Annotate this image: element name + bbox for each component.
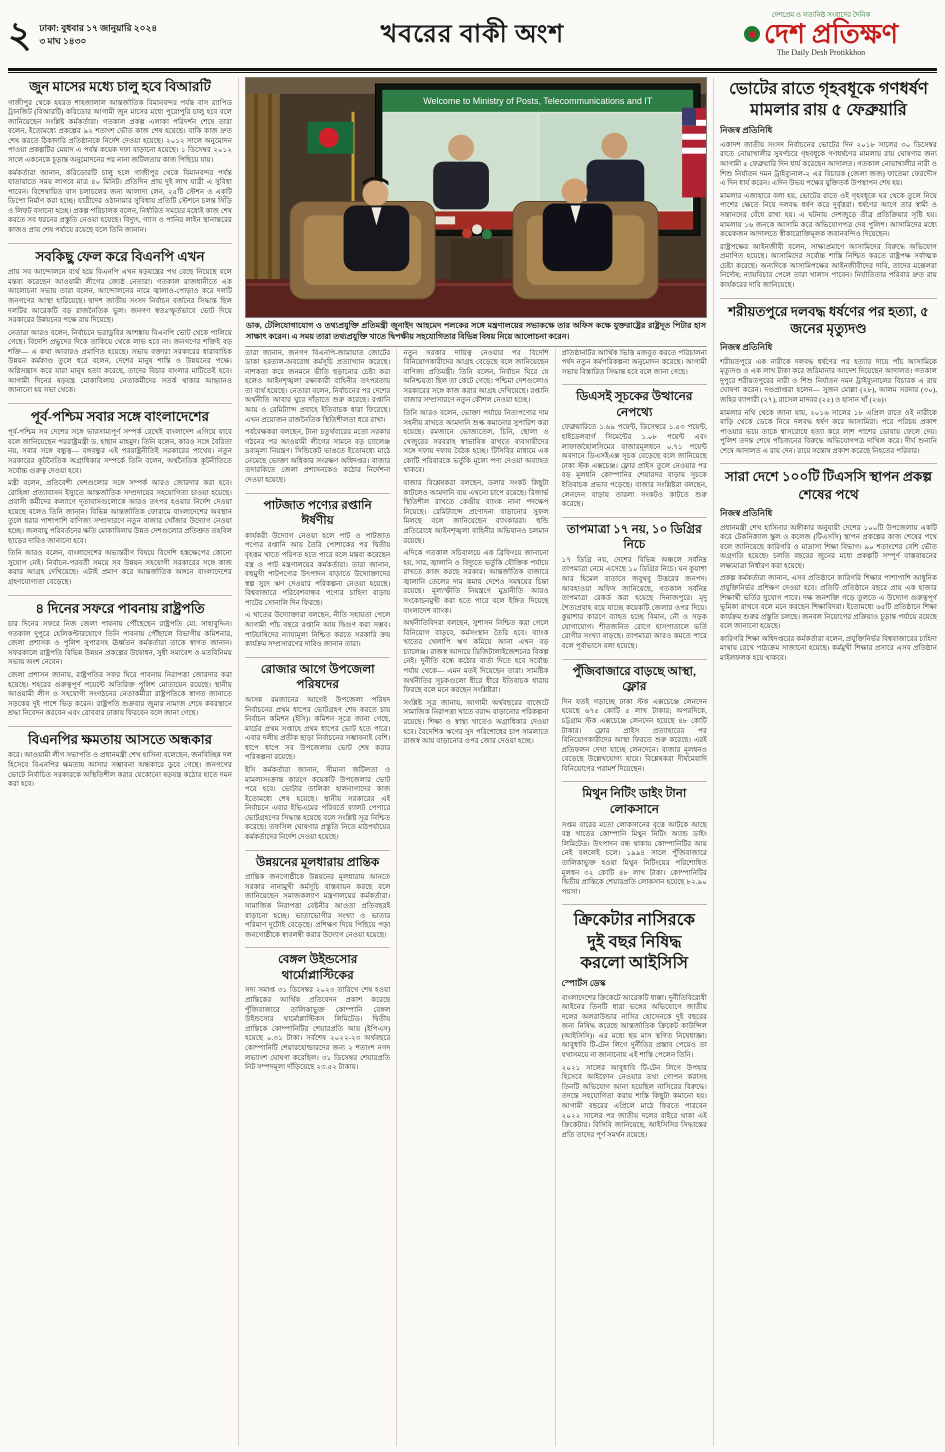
article [8,595,232,726]
article-paragraph: নতুন সরকার দায়িত্ব নেওয়ার পর বিদেশি বিনিয়োগকারীদের আগ্রহ বেড়েছে বলে জানিয়েছেন বাণিজ্য প্রতিমন্ত্রী। তিনি বলেন, নির্বাচন ঘিরে যে অনিশ্চয়তা ছিল তা কেটে গেছে। পশ্চিমা দেশগুলোও সরকারের সঙ্গে কাজ করার আগ্রহ দেখিয়েছে। রপ্তানি বাজার সম্প্রসারণে নতুন কৌশল নেওয়া হচ্ছে। [403,348,549,405]
article [245,850,390,948]
article-byline: নিজস্ব প্রতিনিধি [720,507,773,518]
bangladesh-flag-circle [319,128,339,148]
news-photo [245,77,707,318]
article-headline: শরীয়তপুরে দলবদ্ধ ধর্ষণের পর হত্যা, ৫ জনের মৃত্যুদণ্ড [728,303,929,337]
masthead-rule-light [8,72,937,73]
flower [462,228,472,238]
column-mid-1 [245,349,390,1446]
article-paragraph: রাষ্ট্রপক্ষের আইনজীবী বলেন, সাক্ষ্যপ্রমাণে আসামিদের বিরুদ্ধে অভিযোগ প্রমাণিত হয়েছে। আসামিদের সর্বোচ্চ শাস্তি নিশ্চিত করতে রাষ্ট্রপক্ষ সর্বাত্মক চেষ্টা করেছে। অন্যদিকে আসামিপক্ষের আইনজীবীদের দাবি, তাদের মক্কেলরা নির্দোষ; ন্যায়বিচার পেলে তারা খালাস পাবেন। নির্যাতিতার পরিবার দ্রুত রায় কার্যকরের দাবি জানিয়েছে। [720,242,937,289]
curtain [246,94,280,279]
article-headline: ক্রিকেটার নাসিরকে দুই বছর নিষিদ্ধ করলো আইসিসি [573,910,695,973]
section-title: খবরের বাকী অংশ [380,20,565,48]
article-paragraph: ইসি কর্মকর্তারা জানান, সীমানা জটিলতা ও মামলাসংক্রান্ত কারণে কয়েকটি উপজেলার ভোট পরে হবে। ভোটার তালিকা হালনাগাদের কাজ ইতোমধ্যে শেষ হয়েছে। স্থানীয় সরকারের এই নির্বাচনে এবার ইভিএমের পরিবর্তে ব্যালট পেপারে ভোটগ্রহণের সিদ্ধান্ত হয়েছে বলে সংশ্লিষ্ট সূত্র নিশ্চিত করেছে। তফসিল ঘোষণার প্রস্তুতি নিতে মাঠপর্যায়ের কর্মকর্তাদের নির্দেশ দেওয়া হয়েছে। [245,766,391,842]
article [562,659,707,782]
article-paragraph: দিন যতই গড়াচ্ছে ঢাকা স্টক এক্সচেঞ্জে লেনদেন হয়েছে ৬৭৫ কোটি ৫ লাখ টাকার; অপরদিকে, চট্টগ্রাম স্টক এক্সচেঞ্জে লেনদেন হয়েছে ৪৮ কোটি টাকার। ফ্লোর প্রাইস প্রত্যাহারের পর বিনিয়োগকারীদের আস্থা ফিরতে শুরু করেছে। এরই প্রতিফলন দেখা যাচ্ছে লেনদেনে। বাজার মূলধনও বেড়েছে উল্লেখযোগ্য হারে। বিশ্লেষকরা দীর্ঘমেয়াদি বিনিয়োগের পরামর্শ দিয়েছেন। [561,697,707,773]
masthead-rule-heavy [8,68,937,71]
article-headline: বেঙ্গল উইন্ডসোর থার্মোপ্লাস্টিকের [277,952,358,982]
column-left [8,77,232,1446]
article-byline: নিজস্ব প্রতিনিধি [720,124,773,135]
article-paragraph: বাজার বিশ্লেষকরা বলছেন, ডলার সংকট কিছুটা কাটলেও আমদানি ব্যয় এখনো চাপে রয়েছে। রিজার্ভ স্থিতিশীল রাখতে কেন্দ্রীয় ব্যাংক নানা পদক্ষেপ নিয়েছে। রেমিট্যান্সে প্রণোদনা বাড়ানোর সুফল মিলছে বলে জানিয়েছেন ব্যাংকাররা। হুন্ডি প্রতিরোধে আইনশৃঙ্খলা বাহিনীর অভিযানও চলমান রয়েছে। [403,479,549,545]
flower [482,229,492,239]
article-paragraph: এ খাতের উদ্যোক্তারা বলছেন, নীতি সহায়তা পেলে আগামী পাঁচ বছরে রপ্তানি আয় দ্বিগুণ করা সম্ভব। পাটচাষিদের ন্যায্যমূল্য নিশ্চিত করতে সরকারি ক্রয় কার্যক্রম সম্প্রসারণের দাবিও জানান তারা। [245,611,391,649]
article-headline: রোজার আগে উপজেলা পরিষদের [260,661,375,692]
article [562,781,707,904]
article-paragraph: কারিগরি শিক্ষা অধিদপ্তরের কর্মকর্তারা বলেন, প্রযুক্তিনির্ভর বিশ্ববাজারের চাহিদা মাথায় রেখে পাঠ্যক্রম সাজানো হয়েছে। কর্মমুখী শিক্ষার প্রসারে এসব প্রতিষ্ঠান মাইলফলক হয়ে থাকবে। [720,634,937,663]
article [720,78,937,298]
article-paragraph: চার দিনের সফরে নিজ জেলা পাবনায় পৌঁছেছেন রাষ্ট্রপতি মো. সাহাবুদ্দিন। গতকাল দুপুরে হেলিকপ্টারযোগে তিনি পাবনায় পৌঁছালে বিভাগীয় কমিশনার, জেলা প্রশাসক ও পুলিশ সুপারসহ ঊর্ধ্বতন কর্মকর্তারা তাকে স্বাগত জানান। সফরকালে রাষ্ট্রপতি বিভিন্ন উন্নয়ন প্রকল্পের উদ্বোধন, সুধী সমাবেশ ও মতবিনিময় সভায় অংশ নেবেন। [8,620,232,667]
article-paragraph: প্রান্তিক জনগোষ্ঠীকে উন্নয়নের মূলধারায় আনতে সরকার নানামুখী কর্মসূচি বাস্তবায়ন করছে বলে জানিয়েছেন সমাজকল্যাণ মন্ত্রণালয়ের কর্মকর্তারা। সামাজিক নিরাপত্তা বেষ্টনীর আওতা প্রতিবছরই বাড়ানো হচ্ছে। ভাতাভোগীর সংখ্যা ও ভাতার পরিমাণ দুটোই বেড়েছে। প্রশিক্ষণ দিয়ে পিছিয়ে পড়া জনগোষ্ঠীকে স্বাবলম্বী করার উদ্যোগ নেওয়া হয়েছে। [245,873,391,939]
logo-row [705,20,937,50]
article-paragraph: মামলার এজাহারে বলা হয়, ভোটের রাতে ওই গৃহবধূকে ঘর থেকে তুলে নিয়ে পাশের ক্ষেতে নিয়ে দলবদ্ধ ধর্ষণ করে দুর্বৃত্তরা। ধর্ষণের আগে তার স্বামী ও সন্তানদের বেঁধে রাখা হয়। এ ঘটনায় দেশজুড়ে তীব্র প্রতিক্রিয়ার সৃষ্টি হয়। মামলায় ১৬ জনকে আসামি করে অভিযোগপত্র দেয় পুলিশ। আসামিদের মধ্যে কয়েকজন আদালতে স্বীকারোক্তিমূলক জবানবন্দিও দিয়েছেন। [720,191,937,239]
article-paragraph: ১৭ ডিগ্রি নয়, দেশের বিভিন্ন অঞ্চলে সর্বনিম্ন তাপমাত্রা নেমে এসেছে ১০ ডিগ্রির নিচে। ঘন কুয়াশা আর হিমেল বাতাসে জবুথবু উত্তরের জনপদ। আবহাওয়া অফিস জানিয়েছে, গতকাল সর্বনিম্ন তাপমাত্রা রেকর্ড করা হয়েছে দিনাজপুরে। মৃদু শৈত্যপ্রবাহ বয়ে যাচ্ছে কয়েকটি জেলার ওপর দিয়ে। কুয়াশার কারণে ব্যাহত হচ্ছে বিমান, নৌ ও সড়ক যোগাযোগ। শীতজনিত রোগে হাসপাতালে ভর্তি রোগীর সংখ্যা বাড়ছে। তাপমাত্রা আরও কমতে পারে বলে পূর্বাভাসে বলা হয়েছে। [561,555,707,651]
column-divider [396,349,397,1446]
article [562,904,707,1147]
logo-tagline: দেশপ্রেম ও সত্যনিষ্ঠ সংবাদের দৈনিক [771,10,871,19]
article-paragraph: সপ্তম বারের মতো লোকসানের বৃত্তে আটকে আছে বস্ত্র খাতের কোম্পানি মিথুন নিটিং অ্যান্ড ডাইং লিমিটেড। উৎপাদন বন্ধ থাকায় কোম্পানিটির আয় নেই বললেই চলে। ১৯৯৪ সালে পুঁজিবাজারে তালিকাভুক্ত হওয়া মিথুন নিটিংয়ের পরিশোধিত মূলধন ৩২ কোটি ৪৮ লাখ টাকা। কোম্পানিটির দ্বিতীয় প্রান্তিকে শেয়ারপ্রতি লোকসান হয়েছে ৮২.৯০ পয়সা। [561,820,707,896]
column-mid-3 [562,349,707,1446]
ambassador-figure-head [562,179,588,205]
article-paragraph: তিনি আরও বলেন, ভোক্তা পর্যায়ে নিত্যপণ্যের দাম সহনীয় রাখতে আমদানি শুল্ক কমানোর সুপারিশ করা হয়েছে। রমজানে ভোজ্যতেল, চিনি, ছোলা ও খেজুরের সরবরাহ স্বাভাবিক রাখতে ব্যবসায়ীদের সঙ্গে দফায় দফায় বৈঠক হচ্ছে। টিসিবির মাধ্যমে এক কোটি পরিবারকে ভর্তুকি মূল্যে পণ্য দেওয়া অব্যাহত থাকবে। [403,409,549,475]
article [8,78,232,243]
calendar-line: ৩ মাঘ ১৪৩০ [39,36,87,46]
remote-speaker-left [448,135,474,161]
article-paragraph: গাজীপুর থেকে হযরত শাহজালাল আন্তর্জাতিক বিমানবন্দর পর্যন্ত বাস র‌্যাপিড ট্রানজিট (বিআরটি) করিডোর আগামী জুন মাসের মধ্যে পুরোপুরি চালু হবে বলে জানিয়েছেন সংশ্লিষ্ট কর্মকর্তারা। গতকাল প্রকল্প এলাকা পরিদর্শন শেষে তারা বলেন, ইতোমধ্যে প্রকল্পের ৯২ শতাংশ ভৌত কাজ শেষ হয়েছে। বাকি কাজ দ্রুত শেষ করতে ঠিকাদারি প্রতিষ্ঠানকে নির্দেশ দেওয়া হয়েছে। ২০১২ সালে অনুমোদন পাওয়া প্রকল্পটির মেয়াদ এ পর্যন্ত কয়েক দফা বাড়ানো হয়েছে। ১ ডিসেম্বর ২০১২ সালে একনেকে চূড়ান্ত অনুমোদনের পর নানা জটিলতায় কাজ পিছিয়ে যায়। [8,98,232,165]
masthead-left [8,17,240,53]
article-headline: তাপমাত্রা ১৭ নয়, ১০ ডিগ্রির নিচে [566,521,702,552]
article-headline: ডিএসই সূচকের উত্থানের নেপথ্যে [576,389,693,419]
article-paragraph: একাদশ জাতীয় সংসদ নির্বাচনের ভোটের দিন ২০১৮ সালের ৩০ ডিসেম্বর রাতে নোয়াখালীর সুবর্ণচরে গৃহবধূকে গণধর্ষণের মামলায় রায় ঘোষণার জন্য আগামী ৫ ফেব্রুয়ারি দিন ধার্য করেছেন আদালত। গতকাল নোয়াখালীর নারী ও শিশু নির্যাতন দমন ট্রাইব্যুনাল-২ এর বিচারক (জেলা জজ) ফাতেমা ফেরদৌস এ দিন ধার্য করেন। এদিন উভয় পক্ষের যুক্তিতর্ক উপস্থাপন শেষ হয়। [720,140,937,188]
article-paragraph: সংশ্লিষ্ট সূত্র জানায়, আগামী অর্থবছরের বাজেটে সামাজিক নিরাপত্তা খাতে বরাদ্দ বাড়ানোর পরিকল্পনা রয়েছে। শিক্ষা ও স্বাস্থ্য খাতেও অগ্রাধিকার দেওয়া হবে। বৈদেশিক ঋণের সুদ পরিশোধের চাপ সামলাতে রাজস্ব আয় বাড়ানোর ওপর জোর দেওয়া হচ্ছে। [403,698,549,746]
article-paragraph: মামলার নথি থেকে জানা যায়, ২০১৬ সালের ১৮ এপ্রিল রাতে ওই নারীকে বাড়ি থেকে ডেকে নিয়ে দলবদ্ধ ধর্ষণ করে আসামিরা। পরে পরিচয় প্রকাশ পাওয়ার ভয়ে তাকে শ্বাসরোধে হত্যা করে লাশ পাশের ডোবায় ফেলে দেয়। পুলিশ তদন্ত শেষে পাঁচজনের বিরুদ্ধে অভিযোগপত্র দাখিল করে। দীর্ঘ শুনানি শেষে আদালত এ রায় দেন। রায়ে সন্তোষ প্রকাশ করেছে নিহতের পরিবার। [720,408,937,455]
middle-subcolumns [245,349,707,1446]
article [245,493,390,657]
flower [472,224,482,234]
article-paragraph: করে। আওয়ামী লীগ সভাপতি ও প্রধানমন্ত্রী শেখ হাসিনা বলেছেন, জনবিচ্ছিন্ন দল হিসেবে বিএনপির ক্ষমতায় আসার সম্ভাবনা অন্ধকারে ডুবে গেছে। জনগণের ভোটে নির্বাচিত সরকারকে অস্থিতিশীল করার যেকোনো ষড়যন্ত্র কঠোর হাতে দমন করা হবে। [8,751,232,789]
date-line: ঢাকা: বুধবার ১৭ জানুয়ারি ২০২৪ [39,22,158,33]
page-content [8,77,937,1446]
article [8,243,232,403]
photo-caption: ডাক, টেলিযোগাযোগ ও তথ্যপ্রযুক্তি প্রতিমন্ত্রী জুনাইদ আহমেদ পলকের সঙ্গে মন্ত্রণালয়ের সভাকক্ষে তার অফিস কক্ষে যুক্তরাষ্ট্রের রাষ্ট্রদূত পিটার হাস সাক্ষাৎ করেন। এ সময় তারা তথ্যপ্রযুক্তি খাতে দ্বিপক্ষীয় সহযোগিতার বিভিন্ন বিষয় নিয়ে আলোচনা করেন। [245,318,707,347]
column-right [720,77,937,1446]
column-divider [238,77,239,1446]
article-headline: উন্নয়নের মূলধারায় প্রান্তিক [255,854,380,869]
article [562,517,707,659]
article-paragraph: অর্থনীতিবিদরা বলছেন, সুশাসন নিশ্চিত করা গেলে বিনিয়োগ বাড়বে, কর্মসংস্থান তৈরি হবে। ব্যাংক খাতের খেলাপি ঋণ কমিয়ে আনা এখন বড় চ্যালেঞ্জ। রাজস্ব আদায়ে ডিজিটালাইজেশনের বিকল্প নেই। দুর্নীতি বন্ধে কঠোর বার্তা দিতে হবে সর্বোচ্চ পর্যায় থেকে— এমন মতই দিয়েছেন তারা। সামষ্টিক অর্থনীতির সূচকগুলো ধীরে ধীরে ইতিবাচক ধারায় ফিরছে বলে মনে করছেন সংশ্লিষ্টরা। [403,619,549,695]
column-divider [713,77,714,1446]
article-paragraph: জেলা প্রশাসন জানায়, রাষ্ট্রপতির সফর ঘিরে পাবনায় নিরাপত্তা জোরদার করা হয়েছে। শহরের গুরুত্বপূর্ণ পয়েন্টে অতিরিক্ত পুলিশ মোতায়েন রয়েছে। স্থানীয় আওয়ামী লীগ ও সহযোগী সংগঠনের নেতাকর্মীরা রাষ্ট্রপতিকে স্বাগত জানাতে সড়কের দুই পাশে ভিড় করেন। রাষ্ট্রপতি শুক্রবার জুমার নামাজ শেষে কবরস্থানে শ্রদ্ধা নিবেদন করবেন এবং রোববার ঢাকায় ফিরবেন বলে জানা গেছে। [8,670,232,718]
column-mid-2 [403,349,548,1446]
article-paragraph: শরীয়তপুরে এক নারীকে দলবদ্ধ ধর্ষণের পর হত্যার দায়ে পাঁচ আসামিকে মৃত্যুদণ্ড ও এক লাখ টাকা করে জরিমানার আদেশ দিয়েছেন আদালত। গতকাল দুপুরে শরীয়তপুরের নারী ও শিশু নির্যাতন দমন ট্রাইব্যুনালের বিচারক এ রায় ঘোষণা করেন। দণ্ডপ্রাপ্তরা হলেন— সুজন মোল্লা (২৮), আলম সরদার (৩০), জহির ব্যাপারী (২৭), রাসেল মাদবর (২৫) ও হাসান খাঁ (২৬)। [720,357,937,404]
logo-title: দেশ প্রতিক্ষণ [763,18,899,49]
article-paragraph: কর্মকর্তারা জানান, করিডোরটি চালু হলে গাজীপুর থেকে বিমানবন্দর পর্যন্ত যাতায়াতে সময় লাগবে মাত্র ৪০ মিনিট। প্রতিদিন প্রায় দুই লাখ যাত্রী এ সুবিধা পাবেন। বিশেষায়িত বাস চলাচলের জন্য আলাদা লেন, ২৫টি স্টেশন ও একটি ডিপো নির্মাণ করা হচ্ছে। যাত্রীদের ওঠানামার সুবিধায় প্রতিটি স্টেশনে চলন্ত সিঁড়ি ও লিফট বসানো হচ্ছে। প্রকল্প পরিচালক বলেন, নির্ধারিত সময়ের মধ্যেই কাজ শেষ করতে সব ধরনের প্রস্তুতি নেওয়া হয়েছে। বিদ্যুৎ, গ্যাস ও পানির লাইন স্থানান্তরের কাজও প্রায় শেষ পর্যায়ে রয়েছে বলে তিনি জানান। [8,168,232,235]
article-paragraph: আসন্ন রমজানের আগেই উপজেলা পরিষদ নির্বাচনের প্রথম ধাপের ভোটগ্রহণ শেষ করতে চায় নির্বাচন কমিশন (ইসি)। কমিশন সূত্রে জানা গেছে, মার্চের প্রথম সপ্তাহে প্রথম ধাপের ভোট হতে পারে। এবার দলীয় প্রতীক ছাড়া নির্বাচনের সম্ভাবনাই বেশি। ধাপে ধাপে সব উপজেলায় ভোট শেষ করার পরিকল্পনা রয়েছে। [245,695,391,762]
flag-emblem-icon [744,26,760,42]
article [562,349,707,385]
column-middle [245,77,707,1446]
article-paragraph: পূর্ব-পশ্চিম সব দেশের সঙ্গে ভারসাম্যপূর্ণ সম্পর্ক রেখেই বাংলাদেশ এগিয়ে যাবে বলে জানিয়েছেন পররাষ্ট্রমন্ত্রী ড. হাছান মাহমুদ। তিনি বলেন, কারও সঙ্গে বৈরিতা নয়, সবার সঙ্গে বন্ধুত্ব— বঙ্গবন্ধুর এই পররাষ্ট্রনীতিই সরকারের পাথেয়। নতুন সরকারের কূটনৈতিক অগ্রাধিকার সম্পর্কে তিনি বলেন, অর্থনৈতিক কূটনীতিতে সর্বোচ্চ গুরুত্ব দেওয়া হবে। [8,428,232,475]
article-paragraph: সদ্য সমাপ্ত ৩১ ডিসেম্বর ২০২৩ তারিখে শেষ হওয়া প্রান্তিকের আর্থিক প্রতিবেদন প্রকাশ করেছে পুঁজিবাজারে তালিকাভুক্ত কোম্পানি বেঙ্গল উইন্ডসোর থার্মোপ্লাস্টিকস লিমিটেড। দ্বিতীয় প্রান্তিকে কোম্পানিটির শেয়ারপ্রতি আয় (ইপিএস) হয়েছে ০.৩১ টাকা। সর্বশেষ ২০২২-২৩ অর্থবছরে কোম্পানিটি শেয়ারহোল্ডারদের জন্য ২ শতাংশ নগদ লভ্যাংশ ঘোষণা করেছিল। ৩১ ডিসেম্বর শেয়ারপ্রতি নিট সম্পদমূল্য দাঁড়িয়েছে ২৩.৫২ টাকায়। [245,986,391,1072]
article-byline: নিজস্ব প্রতিনিধি [720,341,773,352]
article [720,463,937,670]
article [720,298,937,464]
article [245,657,390,850]
article-paragraph: বাংলাদেশের ক্রিকেটে আরেকটি ধাক্কা। দুর্নীতিবিরোধী আইনের তিনটি ধারা ভঙ্গের অভিযোগে জাতীয় দলের অলরাউন্ডার নাসির হোসেনকে দুই বছরের জন্য নিষিদ্ধ করেছে আন্তর্জাতিক ক্রিকেট কাউন্সিল (আইসিসি)। এর মধ্যে ছয় মাস স্থগিত নিষেধাজ্ঞা। আবুধাবি টি-টেন লিগে দুর্নীতির প্রস্তাব পেয়েও তা যথাসময়ে না জানানোয় এই শাস্তি পেলেন তিনি। [561,993,707,1060]
page-number: ২ [8,15,32,55]
curtain-fold [254,94,258,279]
us-flag-canton [682,108,696,126]
article-paragraph: তিনি আরও বলেন, বাংলাদেশের অভ্যন্তরীণ বিষয়ে বিদেশি হস্তক্ষেপের কোনো সুযোগ নেই। নির্বাচন-পরবর্তী সময়ে সব উন্নয়ন সহযোগী সরকারের সঙ্গে কাজ করার আগ্রহ দেখিয়েছে। এটাই প্রমাণ করে আন্তর্জাতিক অঙ্গনে বাংলাদেশের গ্রহণযোগ্যতা বেড়েছে। [8,549,232,586]
article-paragraph: মন্ত্রী বলেন, প্রতিবেশী দেশগুলোর সঙ্গে সম্পর্ক আরও জোরদার করা হবে। রোহিঙ্গা প্রত্যাবাসন ইস্যুতে আন্তর্জাতিক সম্প্রদায়ের সহযোগিতা চাওয়া হয়েছে। প্রবাসী কর্মীদের কল্যাণে দূতাবাসগুলোকে আরও তৎপর হওয়ার নির্দেশ দেওয়া হয়েছে বলেও তিনি জানান। বিভিন্ন আন্তর্জাতিক ফোরামে বাংলাদেশের অবস্থান তুলে ধরার পাশাপাশি বাণিজ্য সম্প্রসারণে নতুন বাজার খোঁজার উদ্যোগ নেওয়া হচ্ছে। জলবায়ু পরিবর্তনের ক্ষতি মোকাবিলায় উন্নত দেশগুলোর প্রতিশ্রুত তহবিল ছাড়ের দাবিও জানানো হবে। [8,479,232,545]
masthead [8,4,937,66]
photo-illustration [246,78,706,317]
us-flag-stripe [682,134,706,140]
minister-figure-head [362,181,388,207]
article [8,403,232,595]
article-paragraph: প্রকল্প কর্মকর্তারা জানান, এসব প্রতিষ্ঠানে কারিগরি শিক্ষার পাশাপাশি আধুনিক প্রযুক্তিনির্ভর প্রশিক্ষণ দেওয়া হবে। প্রতিটি প্রতিষ্ঠানে বছরে প্রায় এক হাজার শিক্ষার্থী ভর্তির সুযোগ পাবে। দক্ষ জনশক্তি গড়ে তুলতে এ উদ্যোগ গুরুত্বপূর্ণ ভূমিকা রাখবে বলে মনে করছেন শিক্ষাবিদরা। ইতোমধ্যে ৬৫টি প্রতিষ্ঠানে শিক্ষা কার্যক্রম শুরুর প্রস্তুতি চলছে। জনবল নিয়োগের প্রক্রিয়াও চূড়ান্ত পর্যায়ে রয়েছে বলে জানানো হয়েছে। [720,574,937,631]
newspaper-logo [705,12,937,58]
date-block [39,22,157,49]
article-headline: সারা দেশে ১০০টি টিএসসি স্থাপন প্রকল্প শেষের পথে [725,469,932,502]
article-headline: জুন মাসের মধ্যে চালু হবে বিআরটি [29,79,211,94]
article-paragraph: ২০২১ সালের আবুধাবি টি-টেন লিগে উপহার হিসেবে আইফোন নেওয়ার তথ্য গোপন করাসহ তিনটি অভিযোগ আনা হয়েছিল নাসিরের বিরুদ্ধে। তদন্তে সহযোগিতা করায় শাস্তি কিছুটা কমানো হয়। আগামী বছরের এপ্রিলে মাঠে ফিরতে পারবেন ২০২২ সালের পর জাতীয় দলের বাইরে থাকা এই ক্রিকেটার। বিসিবি জানিয়েছে, আইসিসির সিদ্ধান্তের প্রতি তাদের পূর্ণ সমর্থন রয়েছে। [561,1063,707,1139]
article-headline: সবকিছু ফেল করে বিএনপি এখন [35,248,205,264]
article-paragraph: পর্যবেক্ষকরা বলছেন, টানা চতুর্থবারের মতো সরকার গঠনের পর আওয়ামী লীগের সামনে বড় চ্যালেঞ্জ দ্রব্যমূল্য নিয়ন্ত্রণ। সিন্ডিকেট ভাঙতে ইতোমধ্যে মাঠে নেমেছে ভোক্তা অধিকার সংরক্ষণ অধিদপ্তর। বাজার তদারকিতে জেলা প্রশাসনকেও কঠোর নির্দেশনা দেওয়া হয়েছে। [245,428,391,485]
article-byline: স্পোর্টস ডেস্ক [561,977,606,988]
article-headline: মিথুন নিটিং ডাইং টানা লোকসানে [582,786,687,817]
article-headline: পাটজাত পণ্যের রপ্তানি ঈর্ষণীয় [263,497,372,528]
screen-welcome-text: Welcome to Ministry of Posts, Telecommunications and IT [423,95,653,106]
article-paragraph: তারা জানান, জনগণ বিএনপি-জামায়াত জোটের ডাকা হরতাল-অবরোধ কর্মসূচি প্রত্যাখ্যান করেছে। নাশকতা করে জনমনে ভীতি ছড়ানোর চেষ্টা করা হলেও আইনশৃঙ্খলা রক্ষাকারী বাহিনীর তৎপরতায় তা ব্যর্থ হয়েছে। নেতারা বলেন, নির্বাচনের পর দেশের অর্থনীতি আবার ঘুরে দাঁড়াতে শুরু করেছে। রপ্তানি আয় ও রেমিট্যান্স প্রবাহে ইতিবাচক ধারা ফিরেছে। এখন প্রয়োজন রাজনৈতিক স্থিতিশীলতা ধরে রাখা। [245,348,391,424]
article-paragraph: প্রধানমন্ত্রী শেখ হাসিনার অঙ্গীকার অনুযায়ী দেশের ১০০টি উপজেলায় একটি করে টেকনিক্যাল স্কুল ও কলেজ (টিএসসি) স্থাপন প্রকল্পের কাজ শেষের পথে বলে জানিয়েছে কারিগরি ও মাদ্রাসা শিক্ষা বিভাগ। ৯০ শতাংশের বেশি ভৌত অগ্রগতি হয়েছে। চলতি বছরের জুনের মধ্যে প্রকল্পটি সম্পূর্ণ বাস্তবায়নের লক্ষ্যমাত্রা নির্ধারণ করা হয়েছে। [720,523,937,570]
article-paragraph: নেতারা আরও বলেন, নির্বাচনে ভরাডুবির আশঙ্কায় বিএনপি ভোট থেকে পালিয়ে গেছে। বিদেশি প্রভুদের দিকে তাকিয়ে থেকে লাভ হবে না। জনগণের শক্তিই বড় শক্তি— এ কথা আবারও প্রমাণিত হয়েছে। সভায় বক্তারা সরকারের ধারাবাহিক উন্নয়ন কর্মকাণ্ড তুলে ধরে বলেন, দেশের মানুষ শান্তি ও উন্নয়নের পক্ষে। অগ্নিসন্ত্রাস করে যারা মানুষ হত্যা করেছে, তাদের বিচার বাংলার মাটিতেই হবে। আগামী দিনের ষড়যন্ত্র মোকাবিলায় নেতাকর্মীদের সতর্ক থাকার আহ্বানও জানানো হয় সভা থেকে। [8,328,232,395]
article [245,349,390,493]
article [403,349,548,754]
article-headline: ৪ দিনের সফরে পাবনায় রাষ্ট্রপতি [35,600,205,616]
article-paragraph: প্রায় সব আন্দোলনে ব্যর্থ হয়ে বিএনপি এখন ষড়যন্ত্রের পথ বেছে নিয়েছে বলে মন্তব্য করেছেন আওয়ামী লীগের জ্যেষ্ঠ নেতারা। গতকাল রাজধানীতে এক আলোচনা সভায় তারা বলেন, আন্দোলনের নামে জ্বালাও-পোড়াও করে দলটি জনগণের আস্থা হারিয়েছে। দ্বাদশ জাতীয় সংসদ নির্বাচন বর্জনের সিদ্ধান্ত ছিল দলটির আরেকটি বড় রাজনৈতিক ভুল। জনগণ স্বতঃস্ফূর্তভাবে ভোট দিয়ে সরকারের উন্নয়নের পক্ষে রায় দিয়েছে। [8,268,232,325]
article [245,947,390,1079]
logo-subtitle: The Daily Desh Protikkhon [776,48,866,58]
article [8,726,232,797]
article-paragraph: ফেব্রুয়ারিতে ১.৬৯ পয়েন্ট, ডিসেম্বরে ১.৫৩ পয়েন্ট, হাইডেলবার্গ সিমেন্টের ১.০৮ পয়েন্ট এবং লাফার্জহোলসিমের বাজারমূলধনে ০.৭১ পয়েন্ট অবদানে ডিএসইএক্স সূচক বেড়েছে বলে জানিয়েছে ঢাকা স্টক এক্সচেঞ্জ। ফ্লোর প্রাইস তুলে নেওয়ার পর বড় মূলধনি কোম্পানির শেয়ারদর বাড়ায় সূচকে ইতিবাচক প্রভাব পড়েছে। বাজার সংশ্লিষ্টরা বলছেন, লেনদেন বাড়ায় তারল্য সংকটও কাটতে শুরু করেছে। [561,423,707,509]
article [562,384,707,516]
side-table [451,239,503,281]
article-paragraph: কার্যকরী উদ্যোগ নেওয়া হলে পাট ও পাটজাত পণ্যের রপ্তানি আয় তৈরি পোশাকের পর দ্বিতীয় বৃহত্তম খাতে পরিণত হতে পারে বলে মন্তব্য করেছেন বস্ত্র ও পাট মন্ত্রণালয়ের কর্মকর্তারা। তারা জানান, বহুমুখী পাটপণ্যের উৎপাদন বাড়াতে উদ্যোক্তাদের স্বল্প সুদে ঋণ দেওয়ার পরিকল্পনা নেওয়া হয়েছে। বিশ্ববাজারে পরিবেশবান্ধব পণ্যের চাহিদা বাড়ায় পাটের সোনালি দিন ফিরছে। [245,531,391,607]
us-flag-stripe [682,148,706,154]
article-headline: বিএনপির ক্ষমতায় আসতে অন্ধকার [27,731,213,747]
article-paragraph: প্রতিষ্ঠানটির আর্থিক ভিত্তি মজবুত করতে পরিচালনা পর্ষদ নতুন কর্মপরিকল্পনা অনুমোদন করেছে। আগামী সভায় বিস্তারিত সিদ্ধান্ত হবে বলে জানা গেছে। [561,348,707,376]
column-divider [555,349,556,1446]
article-headline: পূর্ব-পশ্চিম সবার সঙ্গে বাংলাদেশের [30,408,210,424]
curtain-fold [268,94,272,279]
article-headline: পুঁজিবাজারে বাড়ছে আস্থা, ফ্লোর [572,663,696,694]
remote-speaker-left-body [433,162,489,210]
remote-speaker-right [601,133,627,159]
article-paragraph: এদিকে গতকাল সচিবালয়ে এক ব্রিফিংয়ে জানানো হয়, সার, জ্বালানি ও বিদ্যুতে ভর্তুকি যৌক্তিক পর্যায়ে রাখতে কাজ করছে সরকার। আন্তর্জাতিক বাজারে জ্বালানি তেলের দাম কমায় দেশেও সমন্বয়ের চিন্তা রয়েছে। মূল্যস্ফীতি নিয়ন্ত্রণে মুদ্রানীতি আরও সংকোচনমুখী করা হতে পারে বলে ইঙ্গিত দিয়েছে বাংলাদেশ ব্যাংক। [403,549,549,615]
article-headline: ভোটের রাতে গৃহবধূকে গণধর্ষণ মামলার রায় ৫ ফেব্রুয়ারি [729,79,928,120]
